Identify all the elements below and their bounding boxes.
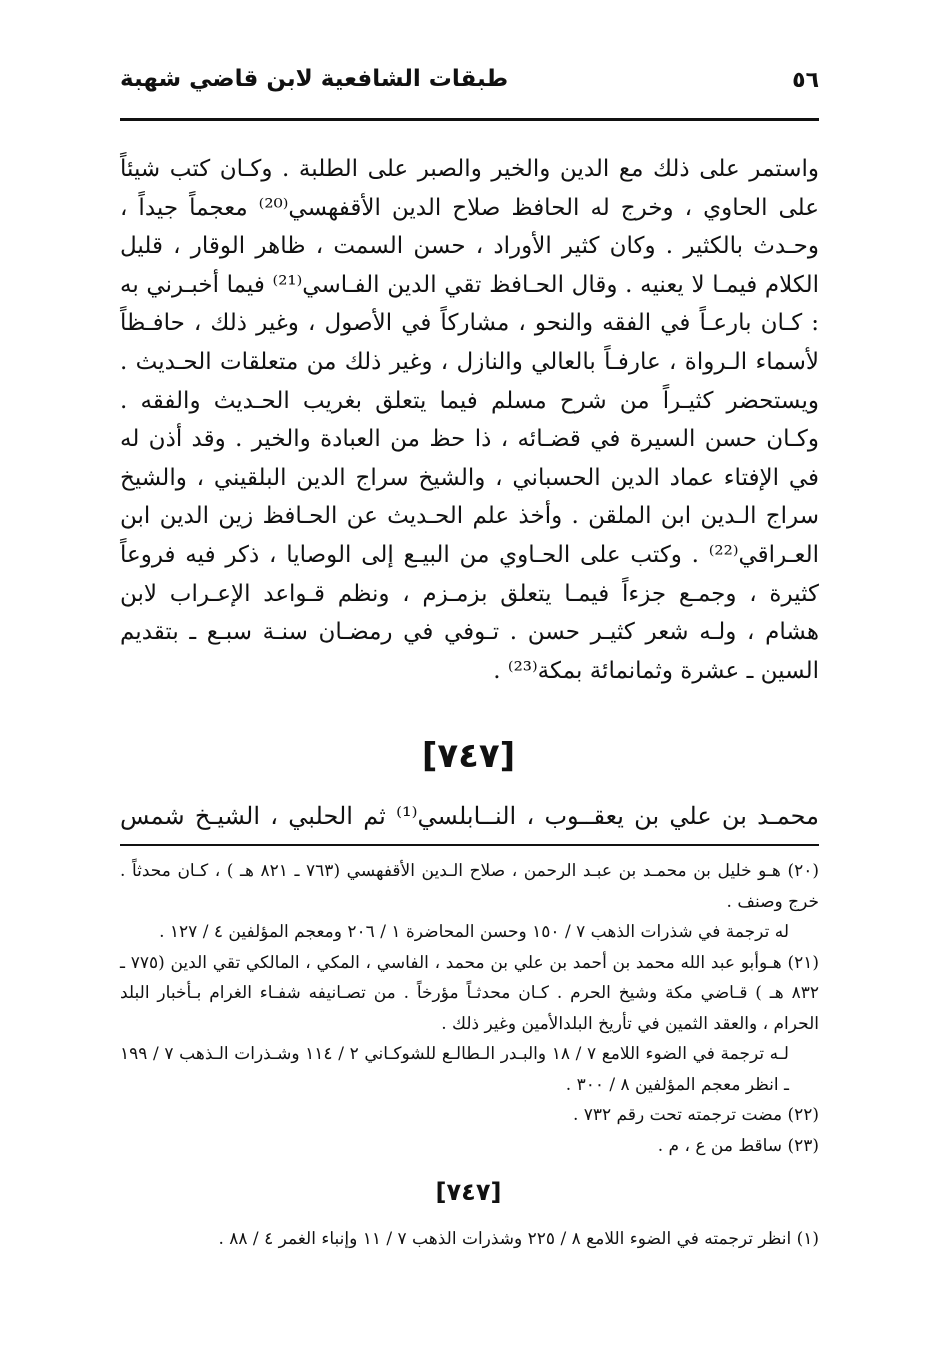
footnote-20-sources: له ترجمة في شذرات الذهب ٧ / ١٥٠ وحسن المحاضرة ١ / ٢٠٦ ومعجم المؤلفين ٤ / ١٢٧ . <box>159 922 789 942</box>
footnote-21-sources: لـه ترجمة في الضوء اللامع ٧ / ١٨ والبـدر الـطالـع للشوكـاني ٢ / ١١٤ وشـذرات الـذهب ٧ / ١٩٩ ـ انظر معجم المؤلفين ٨ / ٣٠٠ . <box>120 1044 789 1095</box>
footnote-20: (٢٠) هـو خليل بن محمـد بن عبـد الرحمن ، صلاح الـدين الأقفهسي (٧٦٣ ـ ٨٢١ هـ ) ، كـان محدثاً . خرج وصنف . <box>120 861 819 912</box>
page-header <box>120 64 819 104</box>
entry-heading: محمـد بن علي بن يعقــوب ، النــابلسي⁽¹⁾ ثم الحلبي ، الشيـخ شمس <box>120 802 819 830</box>
header-rule <box>120 118 819 121</box>
footnote-1: (١) انظر ترجمته في الضوء اللامع ٨ / ٢٢٥ وشذرات الذهب ٧ / ١١ وإنباء الغمر ٤ / ٨٨ . <box>218 1229 819 1249</box>
page-number: ٥٦ <box>792 68 819 93</box>
footnotes <box>120 856 819 1161</box>
footnote-entry-number: [٧٤٧] <box>435 1178 502 1206</box>
body-text <box>120 150 819 690</box>
footnote-23: (٢٣) ساقط من ع ، م . <box>657 1135 819 1156</box>
footnote-rule <box>120 844 819 846</box>
footnote-22: (٢٢) مضت ترجمته تحت رقم ٧٣٢ . <box>572 1105 819 1125</box>
running-title: طبقات الشافعية لابن قاضي شهبة <box>120 66 509 92</box>
footnote-21: (٢١) هـوأبو عبد الله محمد بن أحمد بن علي بن محمد ، الفاسي ، المكي ، المالكي تقي الدين (٧٧٥ ـ ٨٣٢ هـ ) قـاضي مكة وشيخ الحرم . كـان محدثـاً مؤرخاً . من تصـانيفه شفـاء الغرام بـأخبار البلد الحرام ، والعقد الثمين في تأريخ البلدالأمين وغير ذلك . <box>120 952 819 1034</box>
entry-number: [٧٤٧] <box>421 736 516 776</box>
body-paragraph: واستمر على ذلك مع الدين والخير والصبر على الطلبة . وكـان كتب شيئاً على الحاوي ، وخرج له الحافظ صلاح الدين الأقفهسي⁽²⁰⁾ معجماً جيداً ، وحـدث بالكثير . وكان كثير الأوراد ، حسن السمت ، ظاهر الوقار ، قليل الكلام فيمـا لا يعنيه . وقال الحـافظ تقي الدين الفـاسي⁽²¹⁾ فيما أخبـرني به : كـان بارعـاً في الفقه والنحو ، مشاركاً في الأصول ، وغير ذلك ، حافـظاً لأسماء الـرواة ، عارفـاً بالعالي والنازل ، وغير ذلك من متعلقات الحـديث . ويستحضر كثيـراً من شرح مسلم فيما يتعلق بغريب الحـديث والفقه . وكـان حسن السيرة في قضـائه ، ذا حظ من العبادة والخير . وقد أذن له في الإفتاء عماد الدين الحسباني ، والشيخ سراج الدين البلقيني ، والشيخ سراج الـدين ابن الملقن . وأخذ علم الحـديث عن الحـافظ زين الدين ابن العـراقي⁽²²⁾ . وكتب على الحـاوي من البيـع إلى الوصايا ، ذكر فيه فروعاً كثيرة ، وجمـع جزءاً فيمـا يتعلق بزمـزم ، ونظم قـواعد الإعـراب لابن هشام ، ولـه شعر كثيـر حسن . تـوفي في رمضـان سنـة سبـع ـ بتقديم السين ـ عشرة وثمانمائة بمكة⁽²³⁾ . <box>120 156 819 684</box>
